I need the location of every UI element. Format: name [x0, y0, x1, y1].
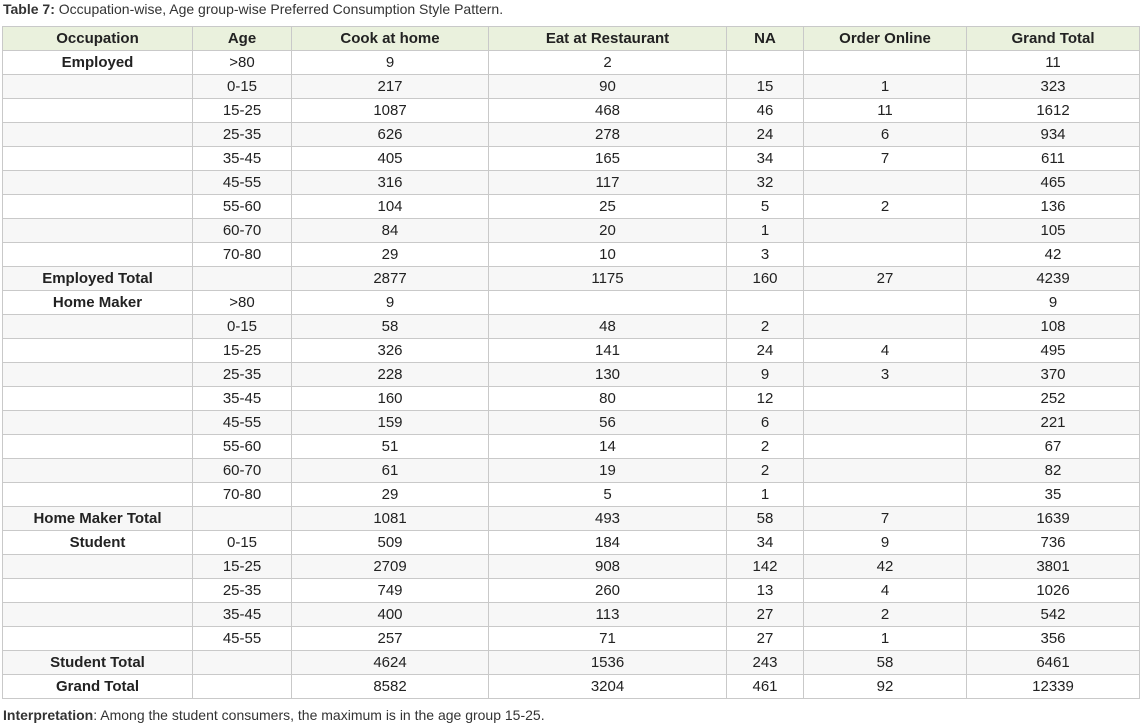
occupation-cell [3, 147, 193, 171]
table-cell: 278 [489, 123, 727, 147]
table-row [3, 579, 1140, 603]
table-cell: 495 [967, 339, 1140, 363]
table-cell: 4 [804, 339, 967, 363]
table-cell: 58 [292, 315, 489, 339]
table-cell: 934 [967, 123, 1140, 147]
occupation-cell: Student [3, 531, 193, 555]
table-cell: 42 [804, 555, 967, 579]
caption-label: Table 7: [3, 1, 55, 17]
table-body [3, 51, 1140, 699]
table-cell: 3 [804, 363, 967, 387]
table-cell: 67 [967, 435, 1140, 459]
table-row [3, 219, 1140, 243]
table-cell: 0-15 [193, 531, 292, 555]
table-cell: 11 [967, 51, 1140, 75]
table-cell: 42 [967, 243, 1140, 267]
interpretation-note [3, 706, 545, 724]
table-cell: 45-55 [193, 627, 292, 651]
occupation-cell [3, 75, 193, 99]
occupation-cell [3, 459, 193, 483]
table-cell: 27 [727, 603, 804, 627]
table-row [3, 291, 1140, 315]
table-cell: 80 [489, 387, 727, 411]
table-cell: 4 [804, 579, 967, 603]
table-cell: 9 [292, 291, 489, 315]
table-cell: 46 [727, 99, 804, 123]
table-cell: 34 [727, 531, 804, 555]
table-cell: 468 [489, 99, 727, 123]
table-cell: 2 [727, 315, 804, 339]
table-cell: 2 [804, 603, 967, 627]
table-cell: 55-60 [193, 195, 292, 219]
table-cell [804, 435, 967, 459]
table-cell: 1175 [489, 267, 727, 291]
occupation-cell [3, 363, 193, 387]
table-cell: 60-70 [193, 219, 292, 243]
table-cell: 51 [292, 435, 489, 459]
table-cell: 5 [489, 483, 727, 507]
table-cell: 4239 [967, 267, 1140, 291]
table-cell: 1 [727, 483, 804, 507]
table-cell: 1612 [967, 99, 1140, 123]
table-cell: 10 [489, 243, 727, 267]
table-row [3, 531, 1140, 555]
occupation-cell: Grand Total [3, 675, 193, 699]
table-cell: 908 [489, 555, 727, 579]
table-cell: 71 [489, 627, 727, 651]
table-cell: 29 [292, 483, 489, 507]
table-cell: 7 [804, 147, 967, 171]
table-cell: 3 [727, 243, 804, 267]
table-cell: 13 [727, 579, 804, 603]
table-cell: 1026 [967, 579, 1140, 603]
interpretation-text: : Among the student consumers, the maximum is in the age group 15-25. [93, 707, 545, 723]
table-cell: 542 [967, 603, 1140, 627]
table-cell: 90 [489, 75, 727, 99]
table-cell: 257 [292, 627, 489, 651]
table-row [3, 51, 1140, 75]
occupation-cell: Student Total [3, 651, 193, 675]
table-row [3, 603, 1140, 627]
table-cell: 8582 [292, 675, 489, 699]
table-cell: 70-80 [193, 483, 292, 507]
table-cell: 6461 [967, 651, 1140, 675]
table-row [3, 315, 1140, 339]
table-cell [804, 171, 967, 195]
table-cell: 260 [489, 579, 727, 603]
table-cell: 736 [967, 531, 1140, 555]
table-cell: 113 [489, 603, 727, 627]
table-cell: 15-25 [193, 99, 292, 123]
column-header: NA [727, 27, 804, 51]
table-cell: 12 [727, 387, 804, 411]
table-cell: 117 [489, 171, 727, 195]
table-cell [804, 291, 967, 315]
table-cell: >80 [193, 291, 292, 315]
table-cell: >80 [193, 51, 292, 75]
table-cell: 159 [292, 411, 489, 435]
table-row [3, 435, 1140, 459]
table-row [3, 387, 1140, 411]
table-cell [804, 219, 967, 243]
table-cell: 2877 [292, 267, 489, 291]
table-cell: 243 [727, 651, 804, 675]
table-cell [804, 387, 967, 411]
table-cell: 56 [489, 411, 727, 435]
occupation-cell: Home Maker [3, 291, 193, 315]
table-cell: 323 [967, 75, 1140, 99]
table-row [3, 339, 1140, 363]
table-cell: 15 [727, 75, 804, 99]
column-header: Grand Total [967, 27, 1140, 51]
table-cell: 48 [489, 315, 727, 339]
table-cell: 58 [804, 651, 967, 675]
table-cell: 141 [489, 339, 727, 363]
table-cell: 9 [727, 363, 804, 387]
table-cell [804, 243, 967, 267]
table-row [3, 99, 1140, 123]
table-row [3, 675, 1140, 699]
table-row [3, 171, 1140, 195]
table-cell: 27 [727, 627, 804, 651]
occupation-cell: Employed [3, 51, 193, 75]
table-cell: 9 [804, 531, 967, 555]
table-cell: 34 [727, 147, 804, 171]
table-cell: 626 [292, 123, 489, 147]
table-cell: 24 [727, 339, 804, 363]
table-cell: 9 [292, 51, 489, 75]
table-cell: 82 [967, 459, 1140, 483]
column-header: Occupation [3, 27, 193, 51]
table-cell: 55-60 [193, 435, 292, 459]
table-cell: 14 [489, 435, 727, 459]
table-cell: 25-35 [193, 123, 292, 147]
table-row [3, 651, 1140, 675]
table-row [3, 459, 1140, 483]
table-cell: 27 [804, 267, 967, 291]
table-row [3, 507, 1140, 531]
table-cell: 370 [967, 363, 1140, 387]
table-cell: 165 [489, 147, 727, 171]
table-cell: 7 [804, 507, 967, 531]
consumption-table [2, 26, 1140, 699]
occupation-cell [3, 555, 193, 579]
table-cell: 465 [967, 171, 1140, 195]
column-header: Order Online [804, 27, 967, 51]
occupation-cell [3, 171, 193, 195]
table-cell: 1087 [292, 99, 489, 123]
table-cell: 0-15 [193, 315, 292, 339]
table-cell: 400 [292, 603, 489, 627]
table-row [3, 147, 1140, 171]
table-cell [193, 267, 292, 291]
occupation-cell [3, 387, 193, 411]
occupation-cell [3, 483, 193, 507]
column-header: Eat at Restaurant [489, 27, 727, 51]
occupation-cell: Employed Total [3, 267, 193, 291]
occupation-cell [3, 435, 193, 459]
table-cell: 749 [292, 579, 489, 603]
table-cell: 1536 [489, 651, 727, 675]
table-cell: 2 [489, 51, 727, 75]
caption-text: Occupation-wise, Age group-wise Preferred Consumption Style Pattern. [54, 1, 504, 17]
table-cell: 2709 [292, 555, 489, 579]
table-cell: 3204 [489, 675, 727, 699]
table-caption [3, 0, 503, 18]
table-row [3, 195, 1140, 219]
occupation-cell [3, 603, 193, 627]
occupation-cell [3, 411, 193, 435]
table-cell: 70-80 [193, 243, 292, 267]
table-cell: 493 [489, 507, 727, 531]
table-cell: 9 [967, 291, 1140, 315]
table-cell: 35 [967, 483, 1140, 507]
table-cell: 326 [292, 339, 489, 363]
table-cell: 4624 [292, 651, 489, 675]
table-row [3, 555, 1140, 579]
table-cell: 61 [292, 459, 489, 483]
table-cell: 1 [727, 219, 804, 243]
occupation-cell: Home Maker Total [3, 507, 193, 531]
table-cell: 58 [727, 507, 804, 531]
table-cell: 405 [292, 147, 489, 171]
table-cell [804, 483, 967, 507]
table-cell: 3801 [967, 555, 1140, 579]
table-cell: 221 [967, 411, 1140, 435]
table-cell: 45-55 [193, 171, 292, 195]
table-row [3, 267, 1140, 291]
table-cell: 217 [292, 75, 489, 99]
table-cell: 6 [727, 411, 804, 435]
table-cell [727, 291, 804, 315]
column-header: Age [193, 27, 292, 51]
table-cell [804, 315, 967, 339]
table-cell [727, 51, 804, 75]
table-cell [193, 507, 292, 531]
table-row [3, 363, 1140, 387]
table-cell: 29 [292, 243, 489, 267]
table-cell: 108 [967, 315, 1140, 339]
table-cell: 356 [967, 627, 1140, 651]
table-cell: 461 [727, 675, 804, 699]
table-cell: 316 [292, 171, 489, 195]
header-row [3, 27, 1140, 51]
table-cell: 15-25 [193, 555, 292, 579]
table-cell: 252 [967, 387, 1140, 411]
table-cell: 2 [727, 435, 804, 459]
table-cell: 15-25 [193, 339, 292, 363]
interpretation-label: Interpretation [3, 707, 94, 723]
column-header: Cook at home [292, 27, 489, 51]
occupation-cell [3, 315, 193, 339]
table-cell: 509 [292, 531, 489, 555]
table-cell: 1081 [292, 507, 489, 531]
table-cell: 160 [727, 267, 804, 291]
table-row [3, 411, 1140, 435]
table-cell: 60-70 [193, 459, 292, 483]
table-cell: 104 [292, 195, 489, 219]
table-cell: 11 [804, 99, 967, 123]
occupation-cell [3, 219, 193, 243]
occupation-cell [3, 579, 193, 603]
table-cell: 5 [727, 195, 804, 219]
table-cell: 1 [804, 75, 967, 99]
table-cell: 92 [804, 675, 967, 699]
table-cell: 32 [727, 171, 804, 195]
table-cell: 142 [727, 555, 804, 579]
table-cell: 184 [489, 531, 727, 555]
occupation-cell [3, 99, 193, 123]
table-cell: 45-55 [193, 411, 292, 435]
table-cell: 1639 [967, 507, 1140, 531]
table-row [3, 627, 1140, 651]
table-cell [804, 51, 967, 75]
table-row [3, 123, 1140, 147]
table-cell: 84 [292, 219, 489, 243]
table-cell: 25-35 [193, 579, 292, 603]
table-cell: 24 [727, 123, 804, 147]
table-cell: 25-35 [193, 363, 292, 387]
table-cell: 35-45 [193, 387, 292, 411]
table-cell [193, 651, 292, 675]
table-row [3, 483, 1140, 507]
table-cell [804, 411, 967, 435]
table-cell: 1 [804, 627, 967, 651]
table-cell: 6 [804, 123, 967, 147]
table-cell: 160 [292, 387, 489, 411]
table-cell: 0-15 [193, 75, 292, 99]
table-cell: 228 [292, 363, 489, 387]
table-row [3, 243, 1140, 267]
table-cell: 12339 [967, 675, 1140, 699]
table-cell [489, 291, 727, 315]
table-cell [804, 459, 967, 483]
table-cell: 19 [489, 459, 727, 483]
table-cell: 35-45 [193, 147, 292, 171]
occupation-cell [3, 243, 193, 267]
occupation-cell [3, 195, 193, 219]
table-cell [193, 675, 292, 699]
occupation-cell [3, 627, 193, 651]
occupation-cell [3, 123, 193, 147]
table-cell: 105 [967, 219, 1140, 243]
table-cell: 2 [804, 195, 967, 219]
table-cell: 25 [489, 195, 727, 219]
occupation-cell [3, 339, 193, 363]
table-cell: 136 [967, 195, 1140, 219]
table-cell: 35-45 [193, 603, 292, 627]
table-cell: 2 [727, 459, 804, 483]
table-cell: 20 [489, 219, 727, 243]
table-cell: 130 [489, 363, 727, 387]
table-row [3, 75, 1140, 99]
table-cell: 611 [967, 147, 1140, 171]
